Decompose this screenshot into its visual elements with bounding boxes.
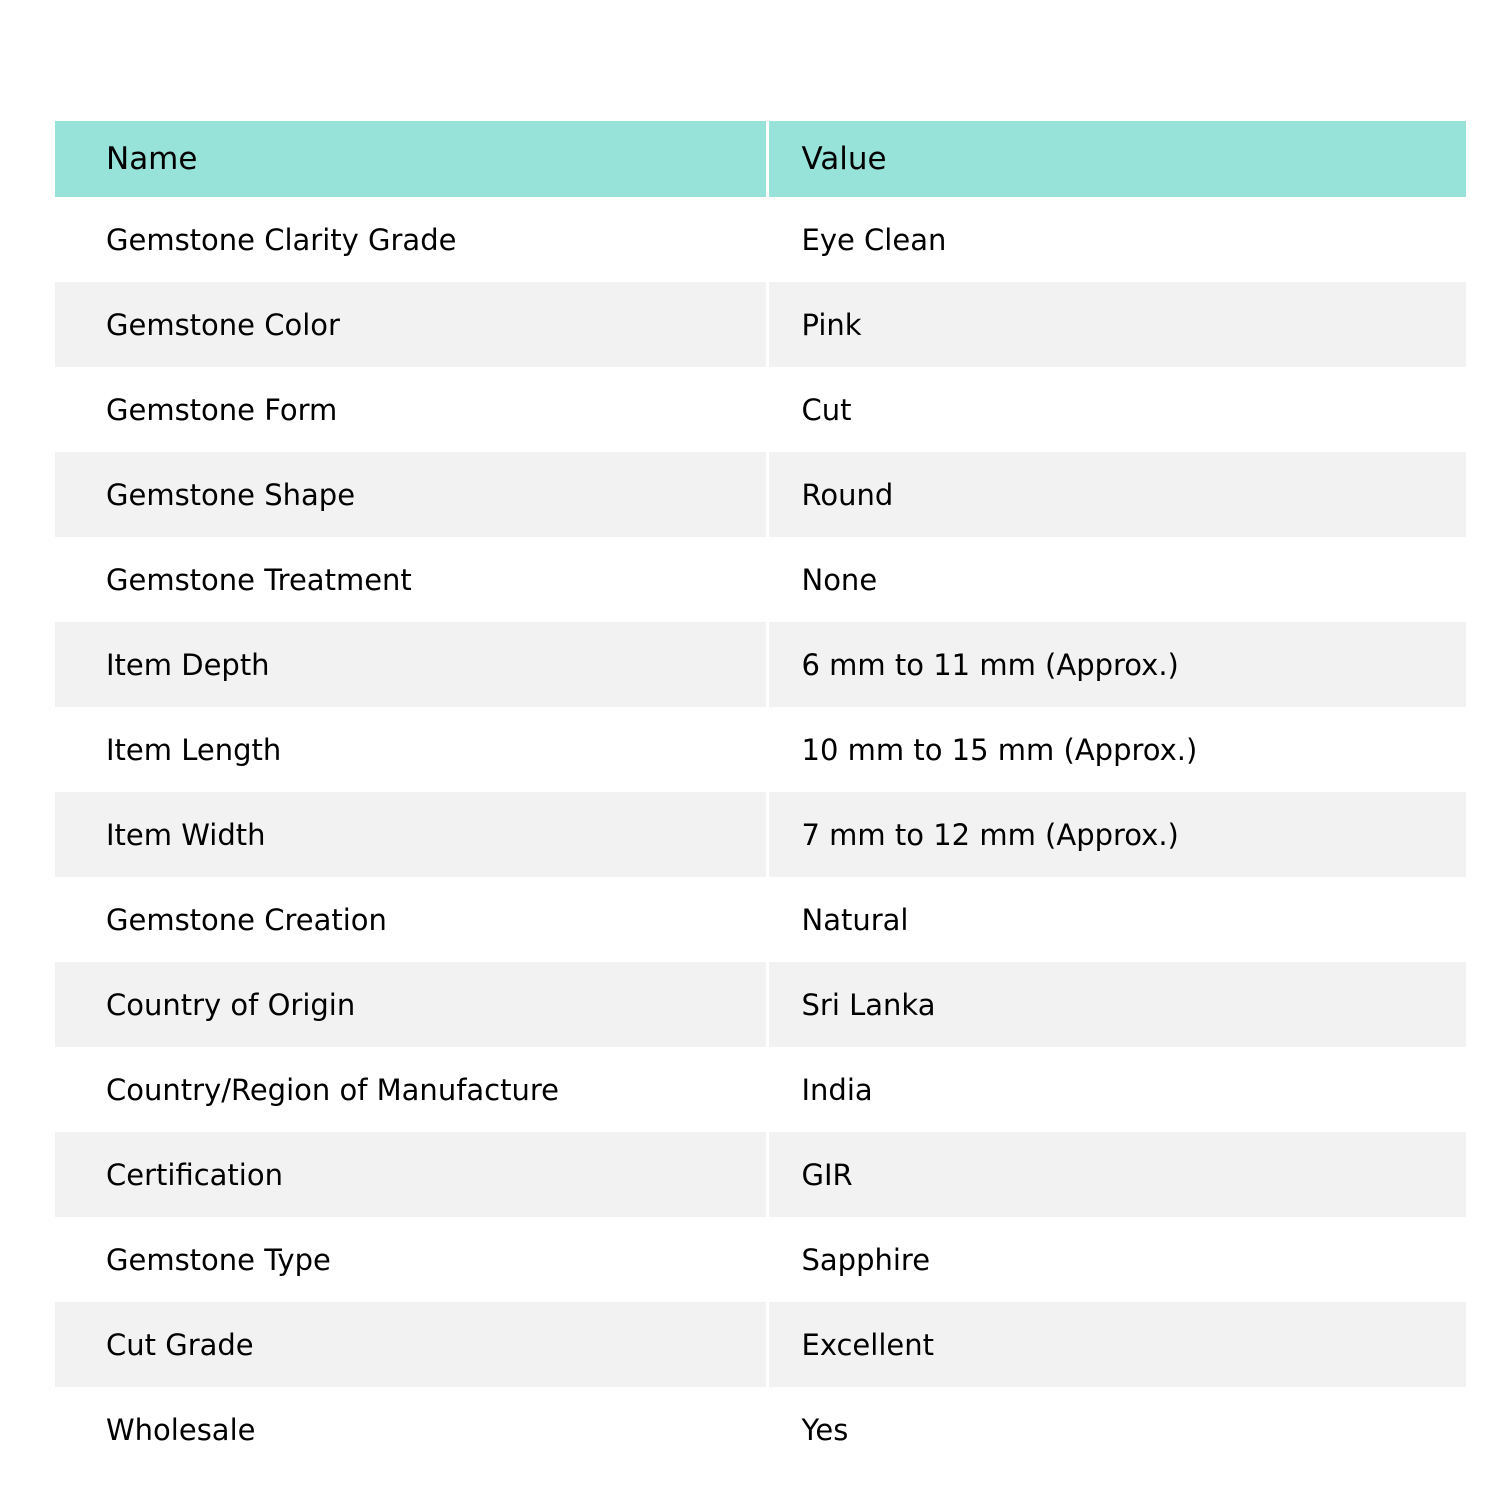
row-value-cell: Sapphire — [801, 1242, 931, 1277]
table-row — [55, 197, 1466, 282]
table-row — [55, 1132, 1466, 1217]
row-name-cell: Item Width — [55, 792, 767, 877]
row-name-cell: Country of Origin — [55, 962, 767, 1047]
row-value-cell: India — [801, 1072, 873, 1107]
row-value-cell: Excellent — [801, 1327, 934, 1362]
item-specifics-table — [55, 121, 1466, 1472]
table-row — [55, 877, 1466, 962]
row-value-cell: Eye Clean — [801, 222, 947, 257]
table-row — [55, 452, 1466, 537]
row-name-cell: Wholesale — [55, 1387, 767, 1472]
row-name-cell: Cut Grade — [55, 1302, 767, 1387]
table-row — [55, 537, 1466, 622]
row-value-cell: GIR — [801, 1157, 853, 1192]
row-name-cell: Item Depth — [55, 622, 767, 707]
row-value-cell: Cut — [801, 392, 852, 427]
row-value-cell: 6 mm to 11 mm (Approx.) — [801, 647, 1179, 682]
table-header — [55, 121, 1466, 197]
row-value-cell: 7 mm to 12 mm (Approx.) — [801, 817, 1179, 852]
row-value-cell: Round — [801, 477, 894, 512]
value-column-header: Value — [801, 141, 887, 177]
row-name-cell: Gemstone Creation — [55, 877, 767, 962]
row-name-cell: Gemstone Treatment — [55, 537, 767, 622]
table-row — [55, 1047, 1466, 1132]
table-row — [55, 707, 1466, 792]
table-header-row — [55, 121, 1466, 197]
row-value-cell: 10 mm to 15 mm (Approx.) — [801, 732, 1198, 767]
row-name-cell: Gemstone Clarity Grade — [55, 197, 767, 282]
table-row — [55, 792, 1466, 877]
row-name-cell: Item Length — [55, 707, 767, 792]
row-name-cell: Gemstone Type — [55, 1217, 767, 1302]
row-name-cell: Certification — [55, 1132, 767, 1217]
row-value-cell: Natural — [801, 902, 909, 937]
name-column-header: Name — [55, 121, 767, 197]
row-name-cell: Gemstone Color — [55, 282, 767, 367]
table-row — [55, 1387, 1466, 1472]
row-value-cell: Sri Lanka — [801, 987, 936, 1022]
table-row — [55, 282, 1466, 367]
row-name-cell: Gemstone Shape — [55, 452, 767, 537]
table-row — [55, 962, 1466, 1047]
row-value-cell: Yes — [801, 1412, 849, 1447]
table-row — [55, 622, 1466, 707]
row-value-cell: None — [801, 562, 878, 597]
table-row — [55, 1302, 1466, 1387]
table-body — [55, 197, 1466, 1472]
table-row — [55, 1217, 1466, 1302]
row-name-cell: Gemstone Form — [55, 367, 767, 452]
row-name-cell: Country/Region of Manufacture — [55, 1047, 767, 1132]
row-value-cell: Pink — [801, 307, 862, 342]
table-row — [55, 367, 1466, 452]
